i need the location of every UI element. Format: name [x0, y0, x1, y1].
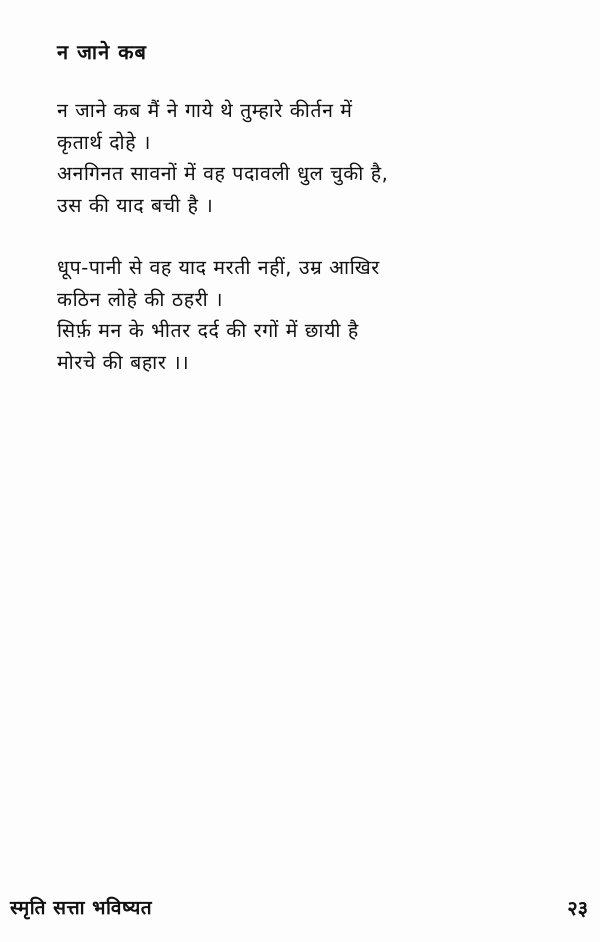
poem-line: अनगिनत सावनों में वह पदावली धुल चुकी है, — [57, 162, 389, 185]
poem-line: धूप-पानी से वह याद मरती नहीं, उम्र आखिर — [57, 256, 380, 279]
footer-book-title: स्मृति सत्ता भविष्यत — [10, 897, 153, 919]
poem-stanza-1 — [57, 95, 577, 221]
poem-line: सिर्फ़ मन के भीतर दर्द की रगों में छायी है — [57, 319, 359, 342]
page-number: २३ — [567, 896, 588, 920]
poem-stanza-2 — [57, 252, 577, 378]
poem-line: न जाने कब मैं ने गाये थे तुम्हारे कीर्तन में — [57, 99, 353, 122]
poem-line: कठिन लोहे की ठहरी । — [57, 287, 224, 311]
poem-line: उस की याद बची है । — [57, 193, 214, 217]
poem-line: कृतार्थ दोहे । — [57, 130, 151, 154]
poem-title: न जाने कब — [57, 40, 147, 64]
poem-line: मोरचे की बहार ।। — [57, 350, 190, 374]
